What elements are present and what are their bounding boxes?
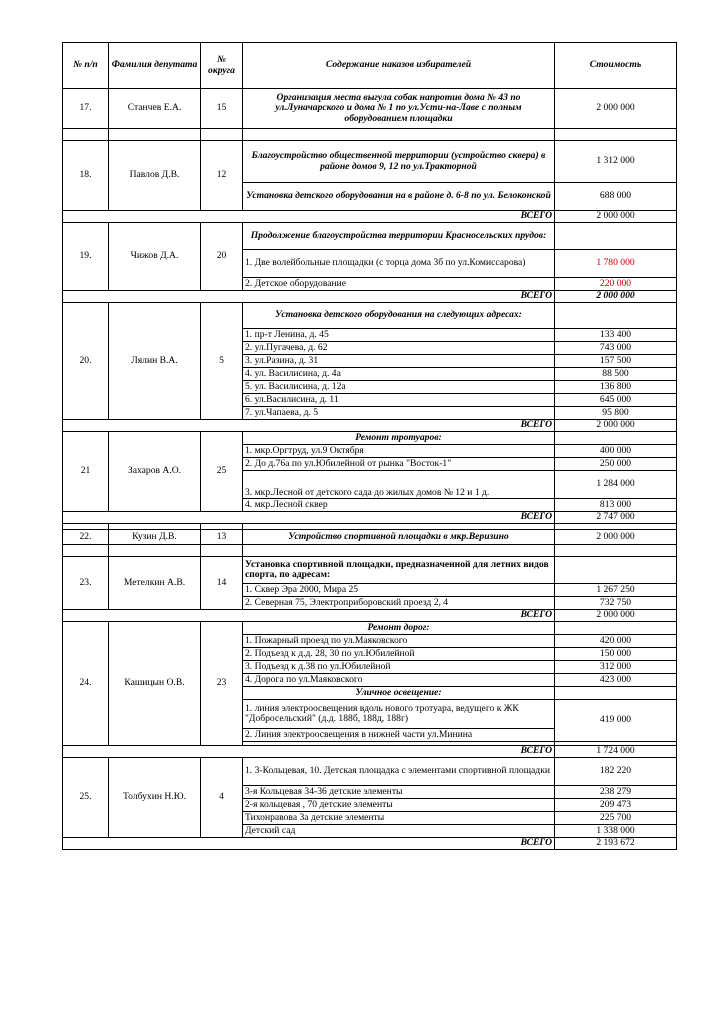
order-text: 1. линия электроосвещения вдоль нового тротуара, ведущего к ЖК "Добросельский" (д.д. 188б, 188д, 188г) bbox=[243, 700, 555, 729]
order-text: Организация места выгула собак напротив дома № 43 по ул.Луначарского и дома № 1 по ул.Усти-на-Лаве с полным оборудованием площадки bbox=[243, 89, 555, 129]
header-num: № п/п bbox=[63, 43, 109, 89]
order-text: Благоустройство общественной территории (устройство сквера) в районе домов 9, 12 по ул.Тракторной bbox=[243, 141, 555, 183]
district-num: 5 bbox=[201, 303, 243, 420]
order-text: 3. мкр.Лесной от детского сада до жилых домов № 12 и 1 д. bbox=[243, 471, 555, 499]
order-text: Установка детского оборудования на в районе д. 6-8 по ул. Белоконской bbox=[243, 183, 555, 211]
total-label: ВСЕГО bbox=[63, 512, 555, 524]
order-section-title: Продолжение благоустройства территории Красносельских прудов: bbox=[243, 223, 555, 250]
header-row bbox=[63, 43, 677, 89]
order-text: 2-я кольцевая , 70 детские элементы bbox=[243, 799, 555, 812]
total-value: 1 724 000 bbox=[555, 746, 677, 758]
total-value: 2 747 000 bbox=[555, 512, 677, 524]
table-row bbox=[63, 758, 677, 786]
order-cost: 88 500 bbox=[555, 368, 677, 381]
order-cost: 400 000 bbox=[555, 445, 677, 458]
order-text: 4. ул. Василисина, д. 4а bbox=[243, 368, 555, 381]
order-cost: 1 284 000 bbox=[555, 471, 677, 499]
order-cost: 250 000 bbox=[555, 458, 677, 471]
order-text: 5. ул. Василисина, д. 12а bbox=[243, 381, 555, 394]
order-cost: 220 000 bbox=[555, 278, 677, 291]
deputy-name: Лялин В.А. bbox=[109, 303, 201, 420]
row-num: 23. bbox=[63, 557, 109, 610]
order-cost: 133 400 bbox=[555, 329, 677, 342]
orders-table bbox=[62, 42, 677, 850]
row-num: 19. bbox=[63, 223, 109, 291]
deputy-name: Павлов Д.В. bbox=[109, 141, 201, 211]
row-num: 17. bbox=[63, 89, 109, 129]
order-text: Тихонравова 3а детские элементы bbox=[243, 812, 555, 825]
order-cost: 238 279 bbox=[555, 786, 677, 799]
header-district: № округа bbox=[201, 43, 243, 89]
order-cost: 732 750 bbox=[555, 597, 677, 610]
district-num: 13 bbox=[201, 530, 243, 545]
total-label: ВСЕГО bbox=[63, 610, 555, 622]
district-num: 12 bbox=[201, 141, 243, 211]
header-name: Фамилия депутата bbox=[109, 43, 201, 89]
district-num: 25 bbox=[201, 432, 243, 512]
total-row bbox=[63, 512, 677, 524]
total-label: ВСЕГО bbox=[63, 838, 555, 850]
order-section-title: Ремонт тротуаров: bbox=[243, 432, 555, 445]
order-text: 6. ул.Василисина, д. 11 bbox=[243, 394, 555, 407]
order-cost: 95 800 bbox=[555, 407, 677, 420]
row-num: 24. bbox=[63, 622, 109, 746]
header-content: Содержание наказов избирателей bbox=[243, 43, 555, 89]
row-num: 25. bbox=[63, 758, 109, 838]
order-text: 2. Детское оборудование bbox=[243, 278, 555, 291]
deputy-name: Захаров А.О. bbox=[109, 432, 201, 512]
order-cost: 157 500 bbox=[555, 355, 677, 368]
total-row bbox=[63, 420, 677, 432]
order-cost: 1 338 000 bbox=[555, 825, 677, 838]
order-cost: 150 000 bbox=[555, 648, 677, 661]
order-cost: 743 000 bbox=[555, 342, 677, 355]
order-section-title: Установка спортивной площадки, предназначенной для летних видов спорта, по адресам: bbox=[243, 557, 555, 584]
order-text: 1. 3-Кольцевая, 10. Детская площадка с элементами спортивной площадки bbox=[243, 758, 555, 786]
deputy-name: Толбухин Н.Ю. bbox=[109, 758, 201, 838]
order-text: 2. До д.76а по ул.Юбилейной от рынка "Восток-1" bbox=[243, 458, 555, 471]
order-text: 2. ул.Пугачева, д. 62 bbox=[243, 342, 555, 355]
order-cost: 209 473 bbox=[555, 799, 677, 812]
total-row bbox=[63, 746, 677, 758]
order-text: 2. Линия электроосвещения в нижней части ул.Минина bbox=[243, 729, 555, 742]
order-text: Устройство спортивной площадки в мкр.Веризино bbox=[243, 530, 555, 545]
order-cost: 813 000 bbox=[555, 499, 677, 512]
order-cost: 2 000 000 bbox=[555, 89, 677, 129]
deputy-name: Кашицын О.В. bbox=[109, 622, 201, 746]
order-cost: 688 000 bbox=[555, 183, 677, 211]
order-text: 1. Пожарный проезд по ул.Маяковского bbox=[243, 635, 555, 648]
order-cost: 136 800 bbox=[555, 381, 677, 394]
table-row bbox=[63, 530, 677, 545]
order-cost: 312 000 bbox=[555, 661, 677, 674]
order-text: Детский сад bbox=[243, 825, 555, 838]
district-num: 23 bbox=[201, 622, 243, 746]
order-cost: 423 000 bbox=[555, 674, 677, 687]
total-value: 2 000 000 bbox=[555, 211, 677, 223]
district-num: 4 bbox=[201, 758, 243, 838]
row-num: 20. bbox=[63, 303, 109, 420]
table-row bbox=[63, 89, 677, 129]
table-row bbox=[63, 223, 677, 250]
deputy-name: Чижов Д.А. bbox=[109, 223, 201, 291]
order-cost: 2 000 000 bbox=[555, 530, 677, 545]
deputy-name: Кузин Д.В. bbox=[109, 530, 201, 545]
order-text: 2. Северная 75, Электроприборовский проезд 2, 4 bbox=[243, 597, 555, 610]
row-num: 21 bbox=[63, 432, 109, 512]
table-row bbox=[63, 622, 677, 635]
total-value: 2 000 000 bbox=[555, 291, 677, 303]
table-row bbox=[63, 141, 677, 183]
deputy-name: Станчев Е.А. bbox=[109, 89, 201, 129]
table-row bbox=[63, 557, 677, 584]
district-num: 14 bbox=[201, 557, 243, 610]
order-text: 1. мкр.Оргтруд, ул.9 Октября bbox=[243, 445, 555, 458]
district-num: 15 bbox=[201, 89, 243, 129]
order-text: 4. Дорога по ул.Маяковского bbox=[243, 674, 555, 687]
order-cost: 645 000 bbox=[555, 394, 677, 407]
order-text: 1. Две волейбольные площадки (с торца дома 3б по ул.Комиссарова) bbox=[243, 250, 555, 278]
header-cost: Стоимость bbox=[555, 43, 677, 89]
order-text: 7. ул.Чапаева, д. 5 bbox=[243, 407, 555, 420]
table-row bbox=[63, 432, 677, 445]
order-cost: 182 220 bbox=[555, 758, 677, 786]
order-text: 3. ул.Разина, д. 31 bbox=[243, 355, 555, 368]
total-label: ВСЕГО bbox=[63, 746, 555, 758]
order-cost: 1 780 000 bbox=[555, 250, 677, 278]
order-text: 3-я Кольцевая 34-36 детские элементы bbox=[243, 786, 555, 799]
spacer-row bbox=[63, 545, 677, 557]
total-row bbox=[63, 291, 677, 303]
table-row bbox=[63, 303, 677, 329]
order-text: 1. пр-т Ленина, д. 45 bbox=[243, 329, 555, 342]
deputy-name: Метелкин А.В. bbox=[109, 557, 201, 610]
order-cost: 419 000 bbox=[555, 700, 677, 742]
order-text: 2. Подъезд к д.д. 28, 30 по ул.Юбилейной bbox=[243, 648, 555, 661]
spacer-row bbox=[63, 129, 677, 141]
row-num: 18. bbox=[63, 141, 109, 211]
total-row bbox=[63, 610, 677, 622]
order-section-title: Уличное освещение: bbox=[243, 687, 555, 700]
total-value: 2 000 000 bbox=[555, 610, 677, 622]
district-num: 20 bbox=[201, 223, 243, 291]
order-text: 4. мкр.Лесной сквер bbox=[243, 499, 555, 512]
order-cost: 420 000 bbox=[555, 635, 677, 648]
total-label: ВСЕГО bbox=[63, 291, 555, 303]
order-text: 3. Подъезд к д.38 по ул.Юбилейной bbox=[243, 661, 555, 674]
order-cost: 1 312 000 bbox=[555, 141, 677, 183]
total-row bbox=[63, 838, 677, 850]
order-cost: 225 700 bbox=[555, 812, 677, 825]
total-value: 2 000 000 bbox=[555, 420, 677, 432]
row-num: 22. bbox=[63, 530, 109, 545]
total-label: ВСЕГО bbox=[63, 211, 555, 223]
order-section-title: Ремонт дорог: bbox=[243, 622, 555, 635]
total-label: ВСЕГО bbox=[63, 420, 555, 432]
total-value: 2 193 672 bbox=[555, 838, 677, 850]
order-cost: 1 267 250 bbox=[555, 584, 677, 597]
order-text: 1. Сквер Эра 2000, Мира 25 bbox=[243, 584, 555, 597]
order-section-title: Установка детского оборудования на следующих адресах: bbox=[243, 303, 555, 329]
total-row bbox=[63, 211, 677, 223]
